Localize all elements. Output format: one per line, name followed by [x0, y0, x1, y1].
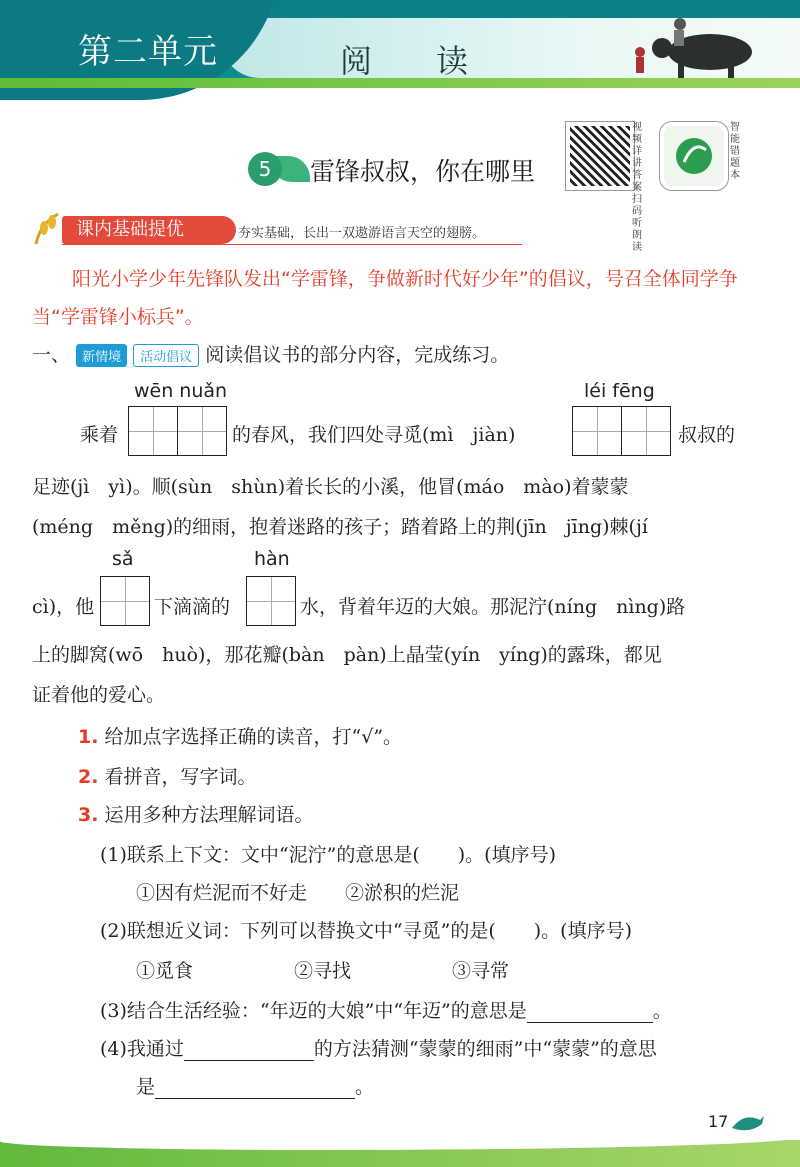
subtask-4-blank-2[interactable] — [155, 1078, 355, 1099]
question-1-prefix: 一、 — [32, 344, 71, 366]
lesson-title: 雷锋叔叔，你在哪里 — [310, 157, 536, 186]
qr-code-video[interactable] — [566, 122, 634, 190]
question-1-instruction: 阅读倡议书的部分内容，完成练习。 — [205, 344, 510, 366]
pinyin-leifeng: léi fēng — [584, 380, 655, 402]
subtask-3-text: (3)结合生活经验：“年迈的大娘”中“年迈”的意思是 — [100, 1000, 527, 1022]
task-2 — [78, 762, 257, 789]
subtask-1-options: ①因有烂泥而不好走 ②淤积的烂泥 — [136, 882, 460, 904]
subtask-4-end: 。 — [355, 1076, 375, 1098]
task-3-number: 3. — [78, 804, 99, 826]
task-2-number: 2. — [78, 766, 99, 788]
passage-line5: 上的脚窝(wō huò)，那花瓣(bàn pàn)上晶莹(yín yíng)的露珠，都见 — [32, 644, 662, 666]
subtask-2-option-2: ②寻找 — [294, 960, 352, 982]
subtask-3-blank[interactable] — [527, 1002, 653, 1023]
answer-box-wennuan-1[interactable] — [128, 406, 178, 456]
ox-illustration — [620, 8, 770, 80]
pinyin-wennuan: wēn nuǎn — [134, 380, 228, 402]
passage-line4-c: 水，背着年迈的大娘。那泥泞(níng nìng)路 — [300, 596, 686, 618]
pinyin-han: hàn — [254, 548, 290, 570]
qr-label-mistakes: 智能错题本 — [730, 122, 740, 181]
passage-line4-b: 下滴滴的 — [154, 596, 231, 618]
passage-line2: 足迹(jì yì)。顺(sùn shùn)着长长的小溪，他冒(máo mào)着蒙蒙 — [32, 476, 629, 498]
answer-box-han[interactable] — [246, 576, 296, 626]
page-number: 17 — [708, 1112, 729, 1131]
qr-label-video: 视频详讲答案 扫码听朗读 — [632, 122, 642, 253]
subtask-4-text-a: (4)我通过 — [100, 1038, 184, 1060]
task-3 — [78, 800, 314, 827]
subtask-3-end: 。 — [652, 1000, 672, 1022]
passage-line4-a: cì)，他 — [32, 596, 95, 618]
wheat-icon — [30, 210, 64, 246]
subtask-1: (1)联系上下文：文中“泥泞”的意思是( )。(填序号) — [100, 844, 556, 866]
activity-tag: 活动倡议 — [133, 344, 199, 367]
subtask-3 — [100, 996, 672, 1023]
passage-line1-a: 乘着 — [80, 424, 119, 446]
task-1-text: 给加点字选择正确的读音，打“√”。 — [104, 726, 403, 748]
passage-line6: 证着他的爱心。 — [32, 684, 166, 706]
section-underline — [62, 244, 522, 245]
answer-box-leifeng-1[interactable] — [572, 406, 622, 456]
intro-paragraph: 阳光小学少年先锋队发出“学雷锋，争做新时代好少年”的倡议，号召全体同学争当“学雷锋小标兵”。 — [32, 268, 738, 328]
task-1-number: 1. — [78, 726, 99, 748]
passage-line3: (méng měng)的细雨，抱着迷路的孩子；踏着路上的荆(jīn jīng)棘(jí — [32, 516, 648, 538]
task-2-text: 看拼音，写字词。 — [104, 766, 257, 788]
answer-box-leifeng-2[interactable] — [621, 406, 671, 456]
subtask-4-blank-1[interactable] — [184, 1040, 314, 1061]
subtask-4 — [100, 1034, 657, 1061]
qr-code-mistakes[interactable] — [660, 122, 728, 190]
answer-box-sa[interactable] — [100, 576, 150, 626]
subtask-4-text-c: 是 — [136, 1076, 156, 1098]
subtask-4-text-b: 的方法猜测“蒙蒙的细雨”中“蒙蒙”的意思 — [313, 1038, 657, 1060]
unit-title: 第二单元 — [78, 32, 218, 72]
passage-line1-c: 叔叔的 — [678, 424, 736, 446]
section-title: 阅读 — [340, 42, 533, 80]
scene-tag: 新情境 — [76, 344, 127, 367]
subtask-4-line2 — [136, 1072, 374, 1099]
subtask-2-option-3: ③寻常 — [452, 960, 510, 982]
question-1-header — [32, 340, 509, 367]
task-3-text: 运用多种方法理解词语。 — [104, 804, 314, 826]
section-subtitle: 夯实基础，长出一双遨游语言天空的翅膀。 — [238, 226, 486, 241]
section-banner: 课内基础提优 — [62, 216, 236, 244]
answer-box-wennuan-2[interactable] — [177, 406, 227, 456]
dolphin-icon — [730, 1110, 766, 1138]
task-1 — [78, 722, 402, 749]
mistakes-logo-icon — [664, 126, 724, 186]
pinyin-sa: sǎ — [112, 548, 134, 570]
passage-line1-b: 的春风，我们四处寻觅(mì jiàn) — [232, 424, 516, 446]
subtask-2: (2)联想近义词：下列可以替换文中“寻觅”的是( )。(填序号) — [100, 920, 632, 942]
subtask-2-option-1: ①觅食 — [136, 960, 194, 982]
lesson-number-badge: 5 — [248, 152, 282, 186]
